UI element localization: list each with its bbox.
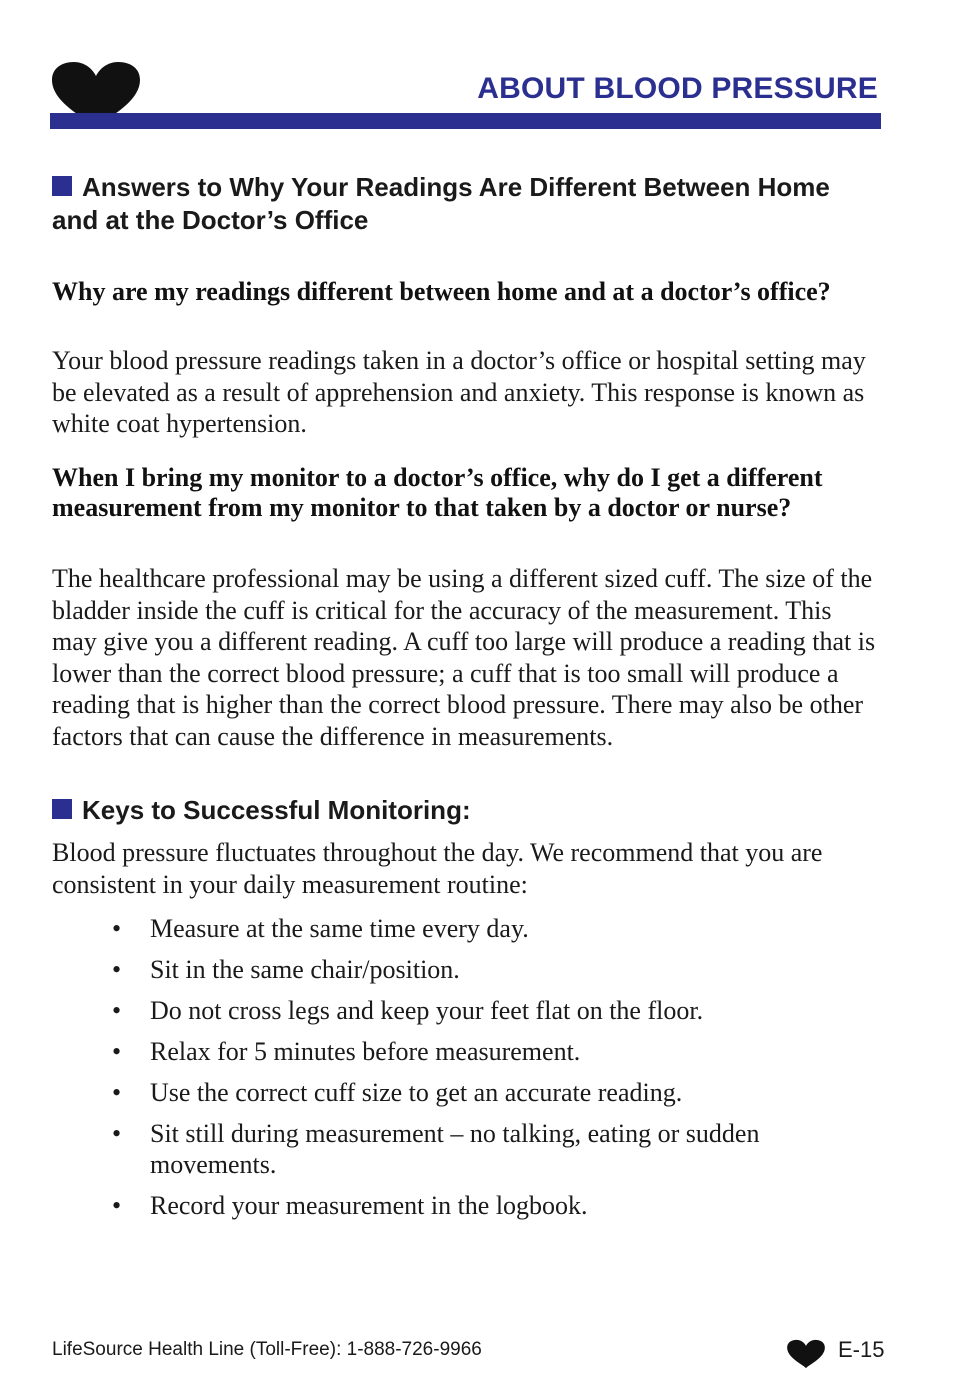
header-rule (50, 113, 881, 129)
list-item: • Measure at the same time every day. (112, 914, 529, 943)
answer-paragraph: The healthcare professional may be using a different sized cuff. The size of the bladder inside the cuff is critical for the accuracy of the measurement. This may give you a different reading. A cuff too large will produce a reading that is lower than the correct blood pressure; a cuff that is too small will produce a reading that is higher than the correct blood pressure. There may also be other factors that can cause the difference in measurements. (52, 564, 876, 751)
bullet-icon: • (112, 914, 122, 943)
bullet-icon: • (112, 955, 122, 984)
tips-list (112, 913, 812, 1231)
bullet-icon: • (112, 1078, 122, 1107)
question-heading: Why are my readings different between home and at a doctor’s office? (52, 277, 831, 306)
bullet-icon: • (112, 1037, 122, 1066)
section-heading-text: Keys to Successful Monitoring: (82, 795, 471, 825)
list-item: • Sit in the same chair/position. (112, 955, 460, 984)
page-number: E-15 (838, 1337, 885, 1362)
intro-paragraph: Blood pressure fluctuates throughout the day. We recommend that you are consistent in your daily measurement routine: (52, 838, 823, 899)
list-item: • Use the correct cuff size to get an accurate reading. (112, 1078, 683, 1107)
square-bullet-icon (52, 176, 72, 196)
list-item: • Relax for 5 minutes before measurement. (112, 1037, 581, 1066)
section-heading-monitoring (52, 794, 842, 827)
list-item: • Record your measurement in the logbook. (112, 1191, 588, 1220)
helpline-footer: LifeSource Health Line (Toll-Free): 1-888-726-9966 (52, 1339, 482, 1360)
question-heading: When I bring my monitor to a doctor’s office, why do I get a different measurement from my monitor to that taken by a doctor or nurse? (52, 463, 823, 522)
bullet-icon: • (112, 996, 122, 1025)
bullet-icon: • (112, 1191, 122, 1220)
heart-icon (786, 1339, 826, 1369)
square-bullet-icon (52, 799, 72, 819)
list-item: • Sit still during measurement – no talking, eating or sudden movements. (112, 1119, 760, 1179)
list-item: • Do not cross legs and keep your feet flat on the floor. (112, 996, 704, 1025)
section-title: ABOUT BLOOD PRESSURE (477, 72, 878, 105)
bullet-icon: • (112, 1119, 122, 1148)
section-heading-text: Answers to Why Your Readings Are Different Between Home and at the Doctor’s Office (52, 172, 830, 235)
section-heading-readings (52, 171, 842, 237)
answer-paragraph: Your blood pressure readings taken in a doctor’s office or hospital setting may be elevated as a result of apprehension and anxiety. This response is known as white coat hypertension. (52, 346, 866, 438)
